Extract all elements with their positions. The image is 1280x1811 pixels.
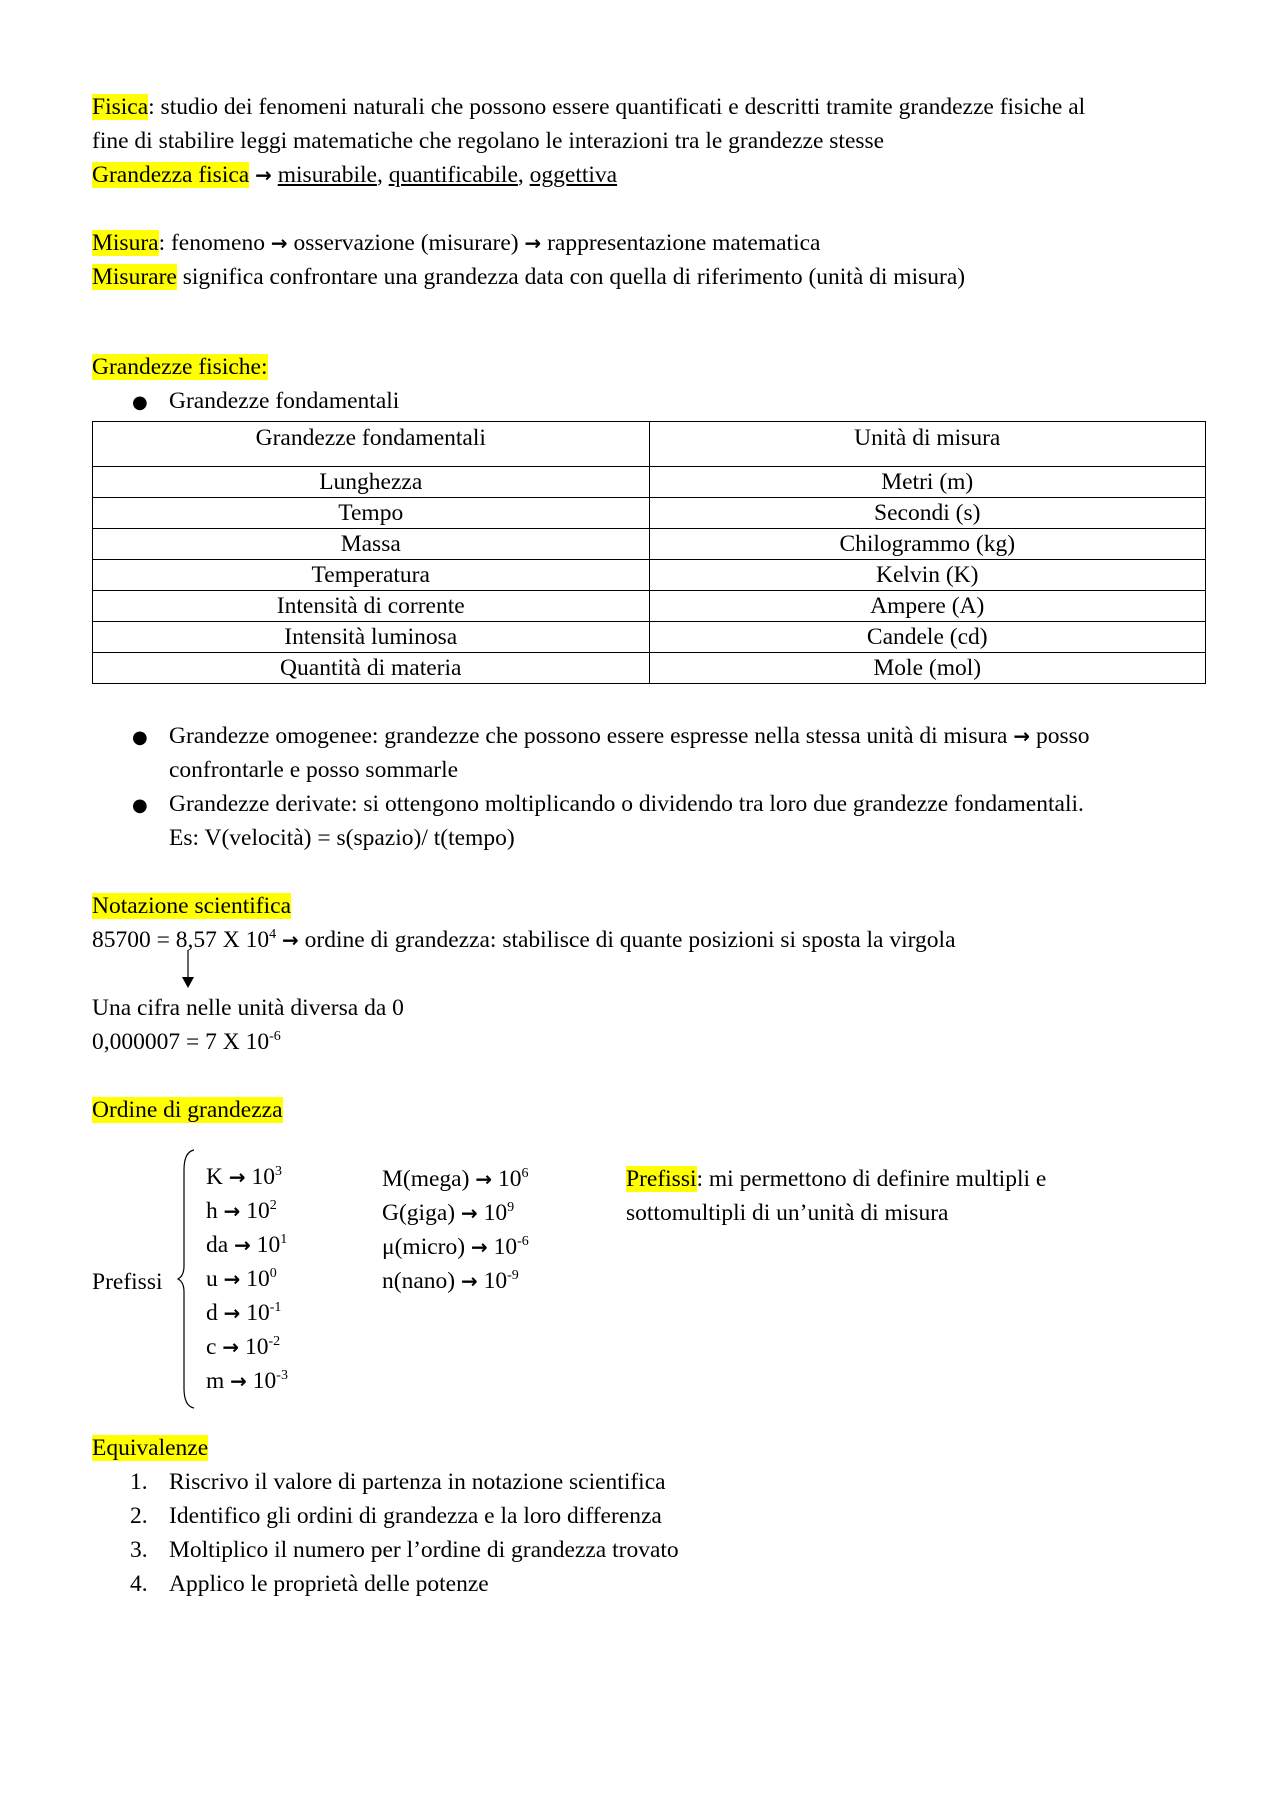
prefissi-label: Prefissi <box>92 1269 163 1295</box>
prefix-exponent: 6 <box>521 1166 529 1181</box>
prefix-item <box>382 1230 529 1264</box>
prefissi-definition: : mi permettono di definire multipli e <box>696 1166 1047 1192</box>
bullet-fondamentali: Grandezze fondamentali <box>169 388 400 414</box>
notazione-example-1 <box>92 923 956 957</box>
grandezza-fisica-term: Grandezza fisica <box>92 162 250 188</box>
curly-brace-icon <box>176 1148 196 1410</box>
arrow-icon: → <box>460 1269 478 1293</box>
table-cell: Intensità luminosa <box>93 622 650 653</box>
prefix-item <box>206 1296 281 1330</box>
prefix-item <box>382 1196 514 1230</box>
omogenee-text-b: posso <box>1036 723 1090 749</box>
example-1-tail: ordine di grandezza: stabilisce di quante posizioni si sposta la virgola <box>304 927 956 953</box>
grandezze-heading <box>92 350 268 384</box>
prefix-base: 10 <box>246 1266 270 1292</box>
misura-text-b: osservazione (misurare) <box>293 230 519 256</box>
misura-text-c: rappresentazione matematica <box>547 230 821 256</box>
equivalenze-heading-text: Equivalenze <box>92 1435 209 1461</box>
prefix-base: 10 <box>246 1198 270 1224</box>
arrow-icon: → <box>234 1233 251 1257</box>
prefix-symbol: G(giga) <box>382 1200 456 1226</box>
prefix-item <box>382 1162 528 1196</box>
prefix-exponent: -3 <box>276 1368 288 1383</box>
fisica-definition-text: : studio dei fenomeni naturali che possono essere quantificati e descritti tramite grandezze fisiche al <box>148 94 1086 120</box>
list-item: Moltiplico il numero per l’ordine di grandezza trovato <box>169 1537 679 1563</box>
table-cell: Ampere (A) <box>649 591 1206 622</box>
list-number: 2. <box>130 1503 148 1529</box>
table-row <box>93 467 1206 498</box>
notazione-note: Una cifra nelle unità diversa da 0 <box>92 995 404 1021</box>
notazione-example-2 <box>92 1025 281 1059</box>
prefix-item <box>206 1228 287 1262</box>
grandezza-fisica-line: Grandezza fisica → misurabile, quantificabile, oggettiva <box>92 162 618 188</box>
prefix-symbol: da <box>206 1232 229 1258</box>
fisica-definition-line-2: fine di stabilire leggi matematiche che regolano le interazioni tra le grandezze stesse <box>92 128 885 154</box>
table-cell: Tempo <box>93 498 650 529</box>
table-cell: Metri (m) <box>649 467 1206 498</box>
omogenee-line-2: confrontarle e posso sommarle <box>169 757 459 783</box>
arrow-icon: → <box>223 1199 241 1223</box>
misura-text-a: : fenomeno <box>158 230 265 256</box>
prefix-base: 10 <box>244 1334 269 1360</box>
table-row <box>93 653 1206 684</box>
prefissi-definition-line-1 <box>626 1162 1046 1196</box>
prefissi-term: Prefissi <box>626 1166 697 1192</box>
list-item: Identifico gli ordini di grandezza e la loro differenza <box>169 1503 662 1529</box>
list-number: 4. <box>130 1571 148 1597</box>
example-1-base: 85700 = 8,57 X 10 <box>92 927 270 953</box>
prefix-symbol: c <box>206 1334 217 1360</box>
misurare-term: Misurare <box>92 264 177 290</box>
prefix-base: 10 <box>493 1234 518 1260</box>
bullet-icon: ● <box>132 795 148 816</box>
arrow-icon: → <box>475 1167 493 1191</box>
prefix-base: 10 <box>252 1368 277 1394</box>
table-cell: Quantità di materia <box>93 653 650 684</box>
arrow-icon: → <box>230 1369 247 1393</box>
prefissi-definition-line-2: sottomultipli di un’unità di misura <box>626 1200 949 1226</box>
prefix-symbol: K <box>206 1164 223 1190</box>
table-header-grandezze: Grandezze fondamentali <box>93 422 650 467</box>
prefix-item <box>206 1330 280 1364</box>
prefix-exponent: 3 <box>275 1164 282 1179</box>
table-header-unita: Unità di misura <box>649 422 1206 467</box>
prefix-exponent: -2 <box>268 1334 281 1349</box>
table-cell: Mole (mol) <box>649 653 1206 684</box>
arrow-icon: → <box>460 1201 478 1225</box>
prefix-item <box>206 1262 277 1296</box>
arrow-icon: → <box>524 231 542 255</box>
prefix-symbol: m <box>206 1368 225 1394</box>
prefix-symbol: n(nano) <box>382 1268 456 1294</box>
prefix-item <box>206 1364 288 1398</box>
prefix-symbol: u <box>206 1266 218 1292</box>
misurare-definition: significa confrontare una grandezza data con quella di riferimento (unità di misura) <box>176 264 966 290</box>
prefix-base: 10 <box>251 1164 275 1190</box>
misurare-line <box>92 260 965 294</box>
omogenee-text: Grandezze omogenee: grandezze che possono essere espresse nella stessa unità di misura <box>169 723 1008 749</box>
prop-quantificabile: quantificabile <box>388 162 518 188</box>
list-item: Applico le proprietà delle potenze <box>169 1571 489 1597</box>
grandezze-heading-text: Grandezze fisiche: <box>92 354 268 380</box>
arrow-icon: → <box>228 1165 246 1189</box>
prefix-item <box>206 1160 282 1194</box>
prefix-base: 10 <box>497 1166 522 1192</box>
table-cell: Chilogrammo (kg) <box>649 529 1206 560</box>
prefix-base: 10 <box>246 1300 270 1326</box>
misura-term: Misura <box>92 230 159 256</box>
table-cell: Candele (cd) <box>649 622 1206 653</box>
omogenee-line-1 <box>169 719 1090 753</box>
arrow-icon: → <box>222 1335 240 1359</box>
arrow-icon: → <box>470 1235 488 1259</box>
prefix-exponent: -1 <box>269 1300 282 1315</box>
derivate-line-2: Es: V(velocità) = s(spazio)/ t(tempo) <box>169 825 515 851</box>
list-number: 3. <box>130 1537 148 1563</box>
arrow-icon: → <box>270 231 288 255</box>
misura-line <box>92 226 820 260</box>
prefix-exponent: -6 <box>517 1234 529 1249</box>
example-2-exponent: -6 <box>269 1029 281 1044</box>
prefix-symbol: d <box>206 1300 218 1326</box>
bullet-icon: ● <box>132 392 148 413</box>
prefix-exponent: 9 <box>507 1200 515 1215</box>
arrow-icon: → <box>1013 724 1031 748</box>
prefix-exponent: 0 <box>269 1266 277 1281</box>
arrow-icon: → <box>255 163 272 187</box>
list-number: 1. <box>130 1469 148 1495</box>
fisica-term: Fisica <box>92 94 149 120</box>
prefix-exponent: 1 <box>280 1232 288 1247</box>
table-cell: Intensità di corrente <box>93 591 650 622</box>
table-cell: Secondi (s) <box>649 498 1206 529</box>
units-table <box>92 421 1206 684</box>
prefix-item <box>382 1264 519 1298</box>
down-arrow-icon <box>178 950 198 990</box>
prefix-base: 10 <box>483 1200 508 1226</box>
table-cell: Temperatura <box>93 560 650 591</box>
table-cell: Kelvin (K) <box>649 560 1206 591</box>
table-header-row <box>93 422 1206 467</box>
ordine-heading-text: Ordine di grandezza <box>92 1097 283 1123</box>
prefix-base: 10 <box>483 1268 508 1294</box>
prefix-symbol: h <box>206 1198 218 1224</box>
prefix-base: 10 <box>256 1232 281 1258</box>
prefix-exponent: -9 <box>507 1268 519 1283</box>
equivalenze-heading <box>92 1431 208 1465</box>
prop-misurabile: misurabile <box>277 162 377 188</box>
table-row <box>93 498 1206 529</box>
notazione-heading <box>92 889 291 923</box>
arrow-icon: → <box>223 1267 241 1291</box>
fisica-definition-line-1 <box>92 90 1085 124</box>
table-row <box>93 591 1206 622</box>
arrow-icon: → <box>223 1301 241 1325</box>
example-1-exponent: 4 <box>269 927 277 942</box>
notazione-heading-text: Notazione scientifica <box>92 893 292 919</box>
list-item: Riscrivo il valore di partenza in notazione scientifica <box>169 1469 666 1495</box>
prefix-exponent: 2 <box>269 1198 277 1213</box>
example-2-base: 0,000007 = 7 X 10 <box>92 1029 270 1055</box>
table-row <box>93 529 1206 560</box>
prop-oggettiva: oggettiva <box>529 162 618 188</box>
table-row <box>93 622 1206 653</box>
table-cell: Massa <box>93 529 650 560</box>
prefix-symbol: μ(micro) <box>382 1234 466 1260</box>
ordine-heading <box>92 1093 283 1127</box>
derivate-line-1: Grandezze derivate: si ottengono moltiplicando o dividendo tra loro due grandezze fondamentali. <box>169 791 1084 817</box>
prefix-item <box>206 1194 277 1228</box>
table-cell: Lunghezza <box>93 467 650 498</box>
table-row <box>93 560 1206 591</box>
prefix-symbol: M(mega) <box>382 1166 470 1192</box>
bullet-icon: ● <box>132 727 148 748</box>
arrow-icon: → <box>281 928 299 952</box>
